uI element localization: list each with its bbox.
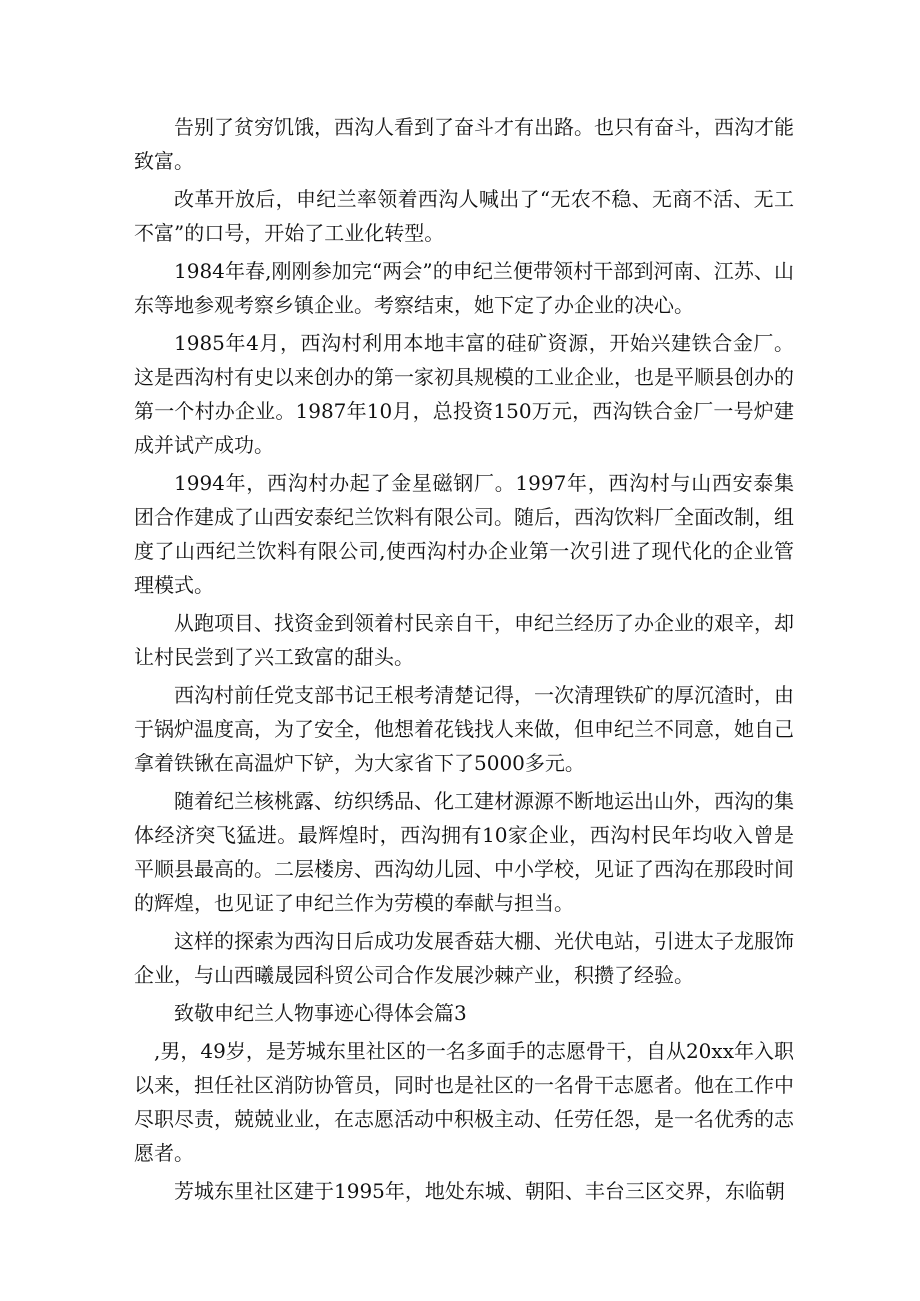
- paragraph-5: 1994年，西沟村办起了金星磁钢厂。1997年，西沟村与山西安泰集团合作建成了山西安泰纪兰饮料有限公司。随后，西沟饮料厂全面改制，组度了山西纪兰饮料有限公司,使西沟村办企业第一次引进了现代化的企业管理模式。: [134, 471, 794, 597]
- paragraph-8: 随着纪兰核桃露、纺织绣品、化工建材源源不断地运出山外，西沟的集体经济突飞猛进。最辉煌时，西沟拥有10家企业，西沟村民年均收入曾是平顺县最高的。二层楼房、西沟幼儿园、中小学校，见证了西沟在那段时间的辉煌，也见证了申纪兰作为劳模的奉献与担当。: [134, 789, 794, 915]
- paragraph-4: 1985年4月，西沟村利用本地丰富的硅矿资源，开始兴建铁合金厂。这是西沟村有史以来创办的第一家初具规模的工业企业，也是平顺县创办的第一个村办企业。1987年10月，总投资150万元，西沟铁合金厂一号炉建成并试产成功。: [134, 331, 794, 457]
- paragraph-11: 芳城东里社区建于1995年，地处东城、朝阳、丰台三区交界，东临朝: [174, 1179, 785, 1203]
- paragraph-1: 告别了贫穷饥饿，西沟人看到了奋斗才有出路。也只有奋斗，西沟才能致富。: [134, 115, 794, 173]
- document-body: [134, 110, 794, 1212]
- paragraph-3: 1984年春,刚刚参加完“两会”的申纪兰便带领村干部到河南、江苏、山东等地参观考察乡镇企业。考察结束，她下定了办企业的决心。: [134, 259, 794, 317]
- paragraph-9: 这样的探索为西沟日后成功发展香菇大棚、光伏电站，引进太子龙服饰企业，与山西曦晟园科贸公司合作发展沙棘产业，积攒了经验。: [134, 929, 794, 987]
- paragraph-2: 改革开放后，申纪兰率领着西沟人喊出了“无农不稳、无商不活、无工不富”的口号，开始了工业化转型。: [134, 187, 794, 245]
- paragraph-6: 从跑项目、找资金到领着村民亲自干，申纪兰经历了办企业的艰辛，却让村民尝到了兴工致富的甜头。: [134, 611, 794, 669]
- section-heading: 致敬申纪兰人物事迹心得体会篇3: [174, 1001, 467, 1025]
- paragraph-10: ,男，49岁，是芳城东里社区的一名多面手的志愿骨干，自从20xx年入职以来，担任社区消防协管员，同时也是社区的一名骨干志愿者。他在工作中尽职尽责，兢兢业业，在志愿活动中积极主动、任劳任怨，是一名优秀的志愿者。: [134, 1039, 794, 1165]
- paragraph-7: 西沟村前任党支部书记王根考清楚记得，一次清理铁矿的厚沉渣时，由于锅炉温度高，为了安全，他想着花钱找人来做，但申纪兰不同意，她自己拿着铁锹在高温炉下铲，为大家省下了5000多元。: [134, 683, 794, 775]
